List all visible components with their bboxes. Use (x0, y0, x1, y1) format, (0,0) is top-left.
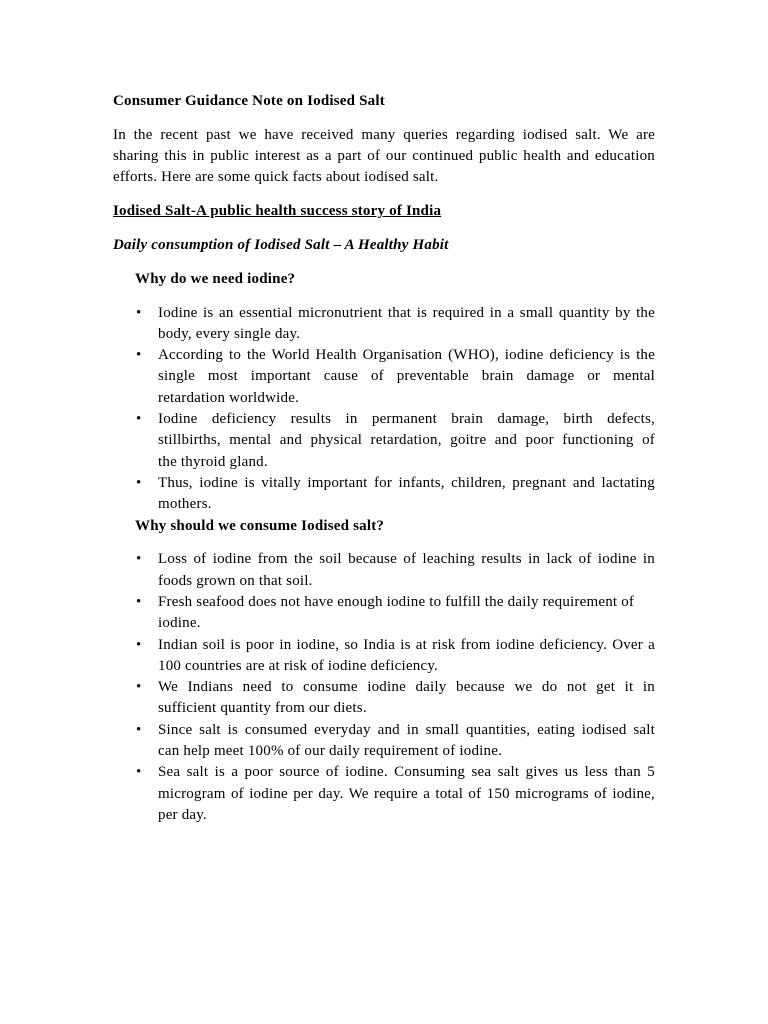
list-item-line: We Indians need to consume iodine daily because we do not get it in (158, 679, 655, 696)
list-item-line: Sea salt is a poor source of iodine. Consuming sea salt gives us less than 5 (158, 764, 655, 781)
list-item-line: microgram of iodine per day. We require a total of 150 micrograms of iodine, (158, 785, 655, 802)
intro-line: efforts. Here are some quick facts about iodised salt. (113, 169, 439, 186)
list-item (113, 345, 655, 409)
list-item (113, 473, 655, 516)
list-item-line: mothers. (158, 496, 212, 513)
intro-line: In the recent past we have received many queries regarding iodised salt. We are (113, 126, 655, 143)
list-item-line: Loss of iodine from the soil because of leaching results in lack of iodine in (158, 551, 655, 568)
list-item-line: the thyroid gland. (158, 453, 268, 470)
list-item-line: Iodine is an essential micronutrient that is required in a small quantity by the (158, 304, 655, 321)
bullet-icon: • (136, 474, 142, 491)
list-item-line: Since salt is consumed everyday and in small quantities, eating iodised salt (158, 721, 655, 738)
list-item (113, 635, 655, 678)
intro-paragraph (113, 125, 655, 189)
list-item-line: sufficient quantity from our diets. (158, 700, 367, 717)
list-item-line: Thus, iodine is vitally important for infants, children, pregnant and lactating (158, 474, 655, 491)
bullet-icon: • (136, 593, 142, 610)
list-item-line: According to the World Health Organisation (WHO), iodine deficiency is the (158, 347, 655, 364)
consume-salt-heading: Why should we consume Iodised salt? (135, 517, 385, 534)
bullet-icon: • (136, 551, 142, 568)
intro-line: sharing this in public interest as a part of our continued public health and education (113, 148, 655, 165)
document-body (113, 91, 655, 826)
need-iodine-heading: Why do we need iodine? (135, 270, 296, 287)
list-item-line: Fresh seafood does not have enough iodine to fulfill the daily requirement of (158, 593, 635, 610)
list-item-line: Iodine deficiency results in permanent brain damage, birth defects, (158, 411, 655, 428)
list-item (113, 592, 655, 635)
list-item-line: body, every single day. (158, 325, 301, 342)
list-item (113, 303, 655, 346)
list-item (113, 409, 655, 473)
document-title: Consumer Guidance Note on Iodised Salt (113, 93, 385, 109)
section-heading: Iodised Salt-A public health success story of India (113, 203, 442, 220)
list-item-line: can help meet 100% of our daily requirement of iodine. (158, 743, 503, 760)
list-item-line: per day. (158, 806, 207, 823)
list-item-line: retardation worldwide. (158, 389, 300, 406)
list-item-line: foods grown on that soil. (158, 572, 313, 589)
bullet-icon: • (136, 411, 142, 428)
list-item-line: 100 countries are at risk of iodine deficiency. (158, 657, 438, 674)
consume-salt-list (113, 549, 655, 826)
list-item (113, 762, 655, 826)
list-item (113, 720, 655, 763)
list-item-line: iodine. (158, 615, 201, 632)
list-item-line: stillbirths, mental and physical retardation, goitre and poor functioning of (158, 432, 655, 449)
bullet-icon: • (136, 764, 142, 781)
list-item-line: single most important cause of preventable brain damage or mental (158, 368, 655, 385)
bullet-icon: • (136, 636, 142, 653)
list-item (113, 549, 655, 592)
bullet-icon: • (136, 304, 142, 321)
list-item (113, 677, 655, 720)
list-item-line: Indian soil is poor in iodine, so India is at risk from iodine deficiency. Over a (158, 636, 655, 653)
need-iodine-list (113, 303, 655, 516)
bullet-icon: • (136, 679, 142, 696)
bullet-icon: • (136, 347, 142, 364)
section-subheading: Daily consumption of Iodised Salt – A Healthy Habit (113, 236, 449, 253)
bullet-icon: • (136, 721, 142, 738)
